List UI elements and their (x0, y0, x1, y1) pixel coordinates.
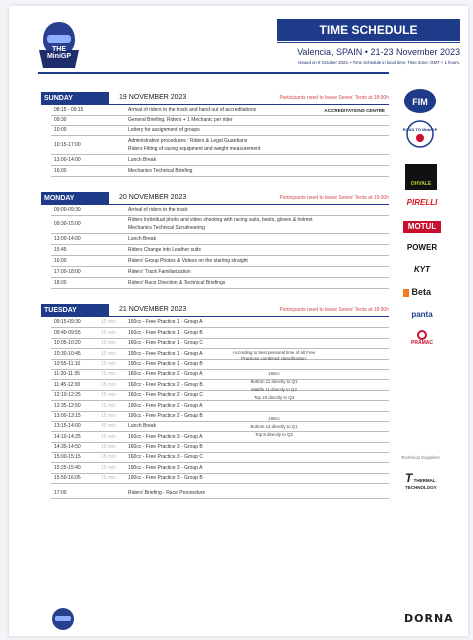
table-row (51, 279, 389, 289)
table-row (51, 318, 389, 328)
footer-minigp-logo (49, 606, 77, 634)
row-duration: 15 min (101, 351, 117, 357)
day-name: MONDAY (41, 192, 109, 205)
row-activity: Arrival of riders to the track and hand out of accreditations (128, 107, 257, 113)
row-time: 12:35-12:50 (54, 403, 81, 409)
dorna-logo: DORNA (404, 612, 454, 625)
kyt-logo: KYT (414, 265, 430, 274)
row-activity: Lunch Break (128, 157, 157, 163)
row-activity: 160cc - Free Practice 3 - Group A (128, 434, 203, 440)
row-duration: 15 min (101, 361, 117, 367)
row-time: 17:00-18:00 (54, 269, 81, 275)
day-date: 19 NOVEMBER 2023 (119, 94, 187, 101)
row-duration: 15 min (101, 475, 117, 481)
table-row (51, 412, 389, 422)
day-underline (41, 204, 389, 205)
row-activity: Lottery for assignment of groups (128, 127, 200, 133)
row-activity: 160cc - Free Practice 1 - Group B (128, 330, 203, 336)
road-to-motogp-text: ROAD TO MotoGP (402, 127, 438, 132)
row-duration: 15 min (101, 444, 117, 450)
table-row (51, 126, 389, 136)
row-activity: Administrative procedures : Riders & Legal Guardians (128, 138, 248, 144)
power-logo: POWER (406, 243, 438, 252)
classification-190-title: 190cc (268, 416, 280, 421)
row-duration: 15 min (101, 392, 117, 398)
beta-mark-icon (403, 289, 409, 297)
row-activity: 160cc - Free Practice 2 - Group B (128, 382, 203, 388)
beta-logo (403, 287, 443, 297)
row-time: 10:30-10:45 (54, 351, 81, 357)
row-activity: 190cc - Free Practice 1 - Group B (128, 361, 203, 367)
row-duration: 15 min (101, 382, 117, 388)
row-activity-2: Mechanics Technical Scrutineering (128, 225, 205, 231)
monday-header (41, 192, 389, 205)
row-duration: 45 min (101, 423, 117, 429)
table-row (51, 402, 389, 412)
sunday-header (41, 92, 389, 105)
table-row (51, 381, 389, 391)
row-time: 13:00-14:00 (54, 157, 81, 163)
row-activity: 160cc - Free Practice 2 - Group A (128, 371, 203, 377)
row-duration: 15 min (101, 413, 117, 419)
row-activity: 160cc - Free Practice 3 - Group B (128, 444, 203, 450)
classification-line: Bottom 13 directly to Q1 (250, 424, 298, 429)
table-row (51, 206, 389, 216)
classification-line: Top 8 directly to Q2 (255, 432, 293, 437)
header-divider (38, 72, 389, 74)
row-duration: 15 min (101, 454, 117, 460)
day-note: Participants need to leave Series' Tents at 18:00h (279, 95, 389, 101)
row-time: 15:50-16:05 (54, 475, 81, 481)
classification-line: Middle 11 directly to Q2 (251, 387, 297, 392)
day-note: Participants need to leave Series' Tents at 19:00h (279, 195, 389, 201)
row-activity: Arrival of riders to the track (128, 207, 188, 213)
row-time: 11:45-12:00 (54, 382, 81, 388)
row-duration: 15 min (101, 330, 117, 336)
table-row (51, 370, 389, 380)
row-activity: 190cc - Free Practice 2 - Group A (128, 403, 203, 409)
table-row (51, 137, 389, 155)
row-time: 09:15-09:30 (54, 319, 81, 325)
fim-logo-text: FIM (412, 97, 428, 107)
row-activity-2: Riders Fitting of racing equipment and weight measurement (128, 146, 261, 152)
day-name: TUESDAY (41, 304, 109, 317)
row-time: 08:15 - 09:15 (54, 107, 84, 113)
pramac-logo (397, 330, 447, 346)
row-activity: 190cc - Free Practice 2 - Group B (128, 413, 203, 419)
pramac-logo-text: PRAMAC (411, 340, 433, 346)
sponsor-column (397, 86, 459, 606)
classification-line: Bottom 11 directly to Q1 (250, 379, 298, 384)
classification-line: Top 10 directly to Q3 (253, 395, 295, 400)
row-activity: 190cc - Free Practice 3 - Group B (128, 475, 203, 481)
day-note: Participants need to leave Series' Tents at 18:00h (279, 307, 389, 313)
ohvale-logo: OHVALE (405, 164, 437, 190)
thermal-technology-text: THERMAL TECHNOLOGY (405, 478, 437, 490)
row-duration: 15 min (101, 465, 117, 471)
table-row (51, 329, 389, 339)
row-activity: Mechanics Technical Briefing (128, 168, 193, 174)
table-row (51, 257, 389, 267)
table-row (51, 339, 389, 349)
row-activity: Riders' Race Direction & Technical Briefings (128, 280, 226, 286)
row-activity: 160cc - Free Practice 2 - Group C (128, 392, 204, 398)
pramac-mark-icon (417, 330, 427, 340)
table-row (51, 464, 389, 474)
row-activity: 190cc - Free Practice 1 - Group A (128, 351, 203, 357)
row-time: 14:10-14:25 (54, 434, 81, 440)
row-time: 16:00 (54, 168, 67, 174)
table-row (51, 350, 389, 360)
row-activity: Riders' Group Photos & Videos on the starting straight (128, 258, 248, 264)
panta-logo: panta (411, 310, 433, 319)
schedule-page (9, 6, 468, 636)
row-time: 14:35-14:50 (54, 444, 81, 450)
table-row (51, 391, 389, 401)
classification-160-title: 160cc (268, 371, 280, 376)
thermal-technology-logo (405, 471, 468, 490)
classification-note: According to best personal time of all Free Practices combined classification: (232, 350, 316, 361)
table-row (51, 489, 389, 499)
row-duration: 15 min (101, 340, 117, 346)
row-time: 09:40-09:55 (54, 330, 81, 336)
row-time: 09:00-09:30 (54, 207, 81, 213)
row-activity: 160cc - Free Practice 1 - Group C (128, 340, 204, 346)
pirelli-logo: PIRELLI (406, 198, 438, 207)
row-duration: 15 min (101, 371, 117, 377)
title-underline (277, 42, 460, 43)
table-row (51, 106, 389, 116)
row-duration: 15 min (101, 403, 117, 409)
row-activity: Lunch Break (128, 423, 157, 429)
row-time: 09:30-15:00 (54, 221, 81, 227)
event-location: Valencia, SPAIN • 21-23 November 2023 (297, 47, 460, 57)
row-location-note: ACCREDITATIONS CENTRE (324, 108, 385, 113)
day-date: 21 NOVEMBER 2023 (119, 306, 187, 313)
row-time: 15:00-15:15 (54, 454, 81, 460)
table-row (51, 167, 389, 177)
row-activity: 160cc - Free Practice 3 - Group C (128, 454, 204, 460)
row-time: 10:00 (54, 127, 67, 133)
motul-logo: MOTUL (403, 221, 441, 233)
row-duration: 15 min (101, 434, 117, 440)
thermal-mark-icon: T (405, 471, 413, 485)
row-activity: 190cc - Free Practice 3 - Group A (128, 465, 203, 471)
day-underline (41, 316, 389, 317)
issued-note: Issued on 9 October 2023. • Time Schedule in local time; Time Zone: GMT + 1 hours. (298, 60, 460, 65)
table-row (51, 246, 389, 256)
table-row (51, 433, 389, 443)
road-to-motogp-logo (402, 119, 438, 149)
row-time: 10:55-11:10 (54, 361, 81, 367)
table-row (51, 360, 389, 370)
row-time: 10:15-17:00 (54, 142, 81, 148)
table-row (51, 116, 389, 126)
row-time: 13:00-13:15 (54, 413, 81, 419)
table-row (51, 235, 389, 245)
table-row (51, 216, 389, 234)
table-row (51, 453, 389, 463)
fim-logo (403, 88, 437, 114)
row-time: 17:00 (54, 490, 67, 496)
row-activity: Riders Individual photo and video shooting with racing suits, boots, gloves & helmet (128, 217, 313, 223)
tuesday-header (41, 304, 389, 317)
day-name: SUNDAY (41, 92, 109, 105)
row-time: 13:15-14:00 (54, 423, 81, 429)
minigp-logo-text: THE MiniGP (46, 46, 72, 60)
row-activity: Riders' Track Familiarization (128, 269, 191, 275)
row-activity: General Briefing: Riders + 1 Mechanic per rider (128, 117, 233, 123)
table-row (51, 268, 389, 278)
day-date: 20 NOVEMBER 2023 (119, 194, 187, 201)
table-row (51, 422, 389, 432)
row-time: 15:45 (54, 247, 67, 253)
row-time: 15:25-15:40 (54, 465, 81, 471)
beta-logo-text: Beta (411, 287, 432, 297)
row-time: 10:05-10:20 (54, 340, 81, 346)
row-duration: 15 min (101, 319, 117, 325)
row-activity: Riders' Briefing - Race Proceedure (128, 490, 206, 496)
row-activity: Riders Change into Leather suits (128, 247, 201, 253)
table-row (51, 474, 389, 484)
minigp-logo (37, 20, 81, 70)
row-time: 11:20-11:35 (54, 371, 80, 377)
technical-suppliers-label: Technical Suppliers (401, 455, 440, 460)
row-time: 18:00 (54, 280, 67, 286)
day-underline (41, 104, 389, 105)
row-time: 13:00-14:00 (54, 236, 81, 242)
table-row (51, 156, 389, 166)
row-time: 16:00 (54, 258, 67, 264)
row-activity: Lunch Break (128, 236, 157, 242)
row-time: 09:30 (54, 117, 67, 123)
row-activity: 160cc - Free Practice 1 - Group A (128, 319, 203, 325)
row-time: 12:10-12:25 (54, 392, 81, 398)
table-row (51, 443, 389, 453)
page-title: TIME SCHEDULE (277, 19, 460, 41)
